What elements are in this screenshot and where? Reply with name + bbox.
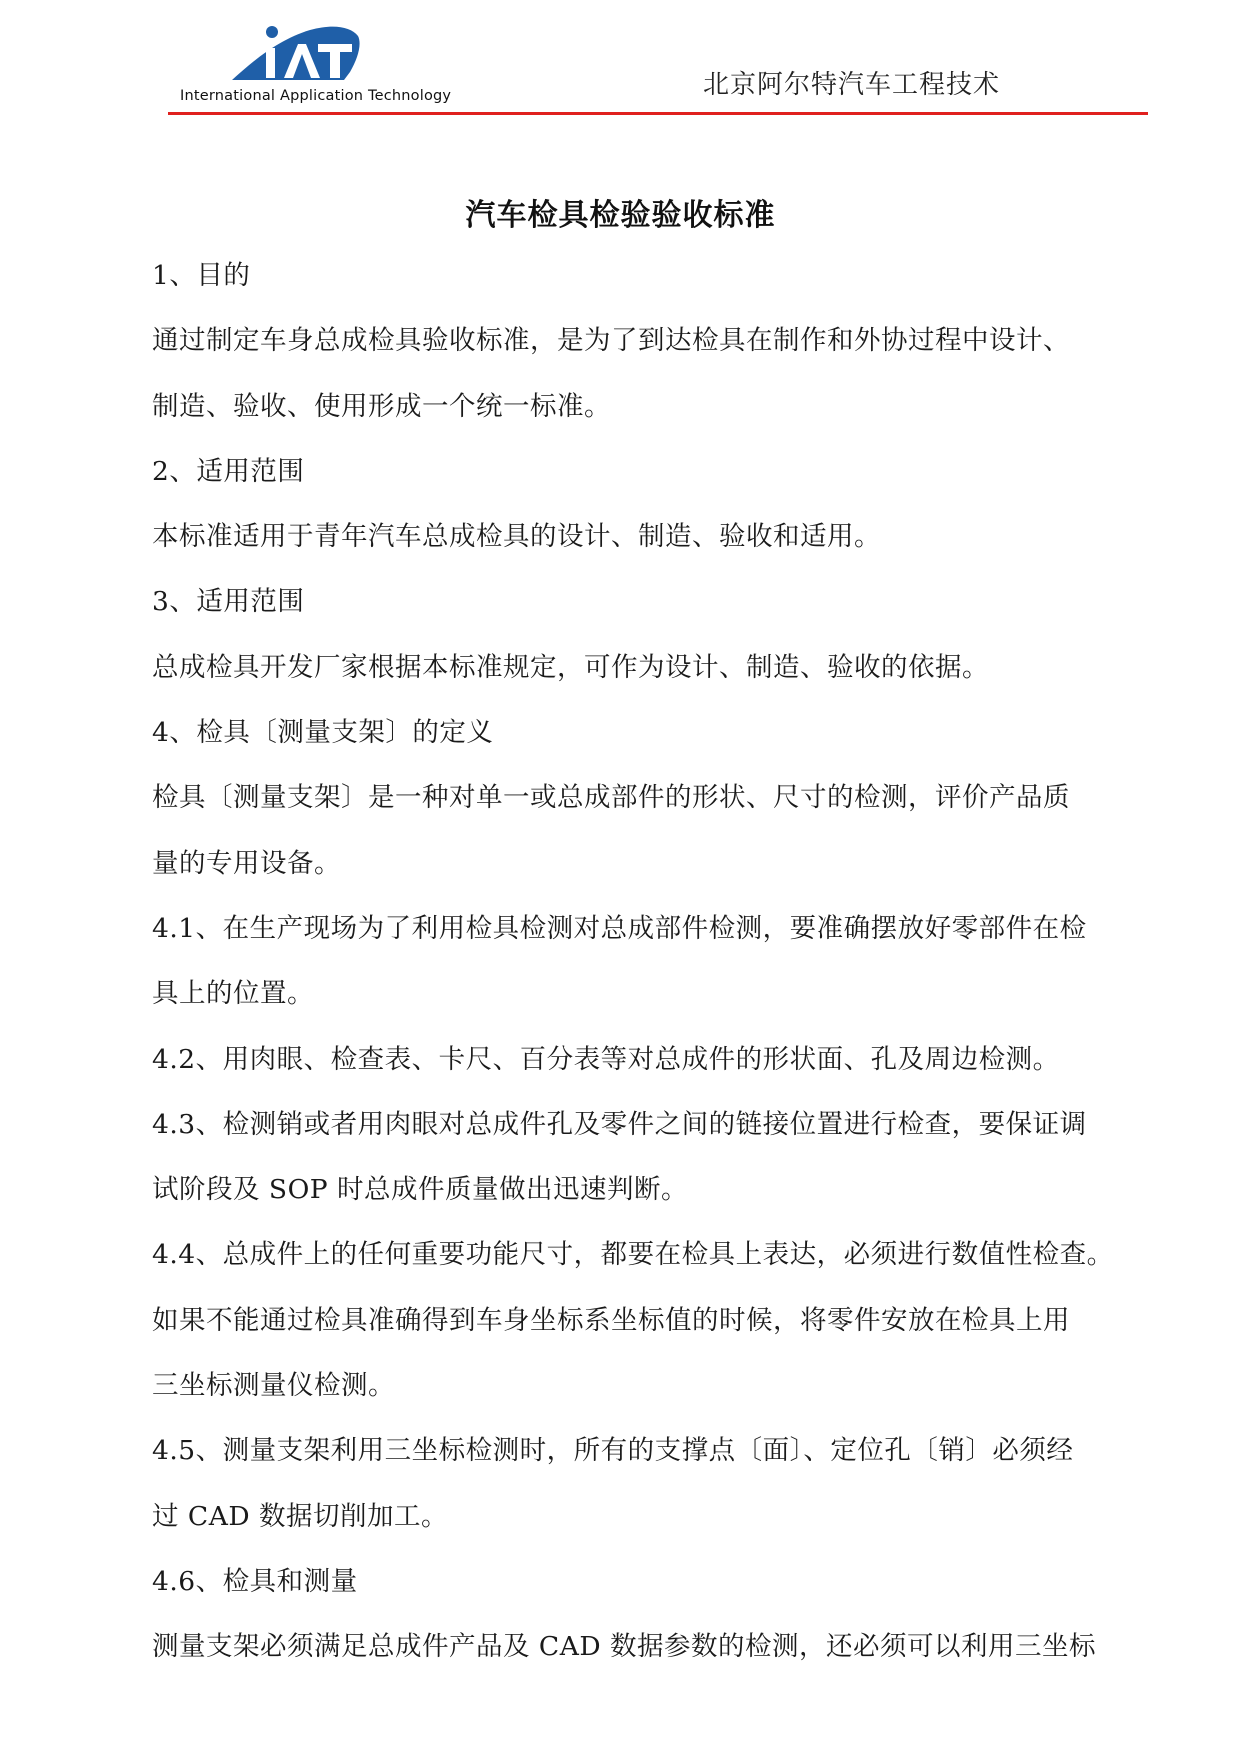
logo-tagline: International Application Technology [180,88,452,104]
clause-4-1: 4.1、在生产现场为了利用检具检测对总成部件检测，要准确摆放好零部件在检 [152,912,1087,944]
header-divider [168,112,1148,115]
clause-4-2: 4.2、用肉眼、检查表、卡尺、百分表等对总成件的形状面、孔及周边检测。 [152,1043,1060,1075]
section-heading-definition: 4、检具〔测量支架〕的定义 [152,717,494,749]
paragraph-line: 试阶段及 SOP 时总成件质量做出迅速判断。 [152,1174,689,1206]
page-header [168,18,1148,118]
iat-logo [174,22,452,108]
paragraph-line: 制造、验收、使用形成一个统一标准。 [152,390,611,422]
paragraph-line: 总成检具开发厂家根据本标准规定，可作为设计、制造、验收的依据。 [152,651,989,683]
clause-4-4: 4.4、总成件上的任何重要功能尺寸，都要在检具上表达，必须进行数值性检查。 [152,1239,1114,1271]
paragraph-line: 过 CAD 数据切削加工。 [152,1500,449,1532]
paragraph-line: 具上的位置。 [152,978,314,1010]
paragraph-line: 如果不能通过检具准确得到车身坐标系坐标值的时候，将零件安放在检具上用 [152,1304,1070,1336]
paragraph-line: 检具〔测量支架〕是一种对单一或总成部件的形状、尺寸的检测，评价产品质 [152,782,1070,814]
section-heading-scope-2: 3、适用范围 [152,586,305,618]
clause-4-3: 4.3、检测销或者用肉眼对总成件孔及零件之间的链接位置进行检查，要保证调 [152,1108,1087,1140]
document-title: 汽车检具检验验收标准 [465,198,776,233]
clause-4-6: 4.6、检具和测量 [152,1565,358,1597]
section-heading-scope: 2、适用范围 [152,455,305,487]
iat-logo-mark [232,22,362,84]
section-heading-purpose: 1、目的 [152,260,251,291]
paragraph-line: 测量支架必须满足总成件产品及 CAD 数据参数的检测，还必须可以利用三坐标 [152,1631,1097,1663]
clause-4-5: 4.5、测量支架利用三坐标检测时，所有的支撑点〔面〕、定位孔〔销〕必须经 [152,1435,1074,1467]
paragraph-line: 本标准适用于青年汽车总成检具的设计、制造、验收和适用。 [152,521,881,553]
paragraph-line: 量的专用设备。 [152,847,341,879]
paragraph-line: 三坐标测量仪检测。 [152,1370,395,1402]
company-name: 北京阿尔特汽车工程技术 [702,70,1000,100]
document-body [152,256,1152,1693]
paragraph-line: 通过制定车身总成检具验收标准，是为了到达检具在制作和外协过程中设计、 [152,325,1070,357]
